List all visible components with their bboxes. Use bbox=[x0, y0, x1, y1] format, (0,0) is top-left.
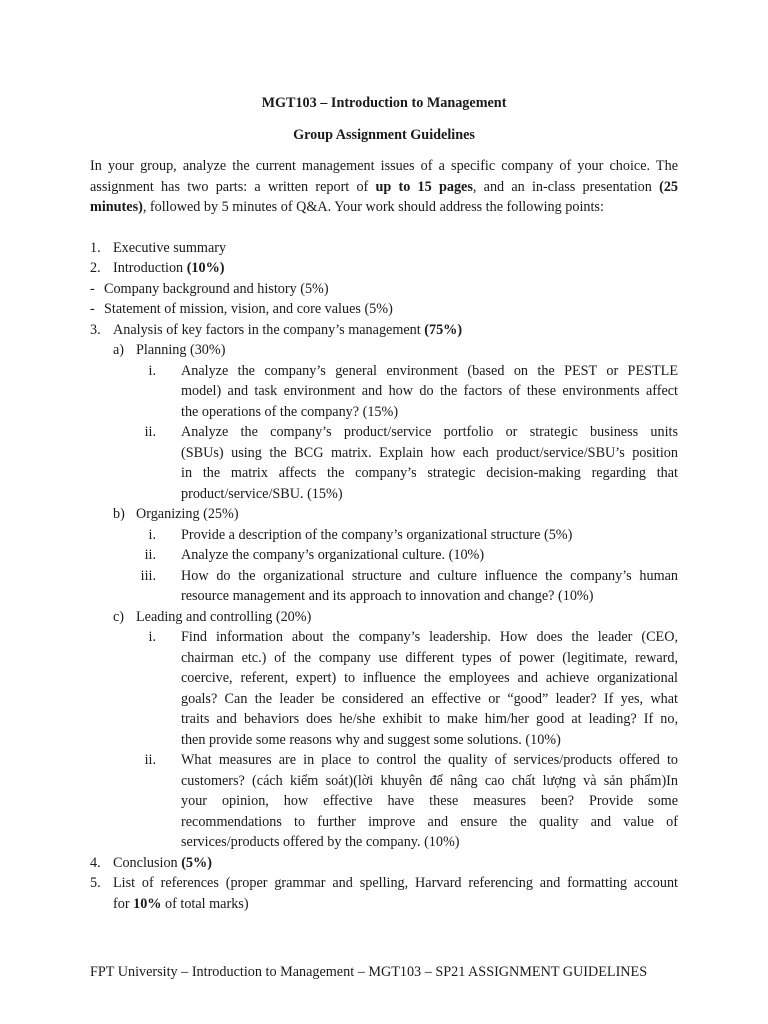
item-1-marker: 1. bbox=[90, 240, 101, 256]
document-subtitle: Group Assignment Guidelines bbox=[293, 127, 475, 143]
sub-a-i-line-1: Analyze the company’s general environment (based on the PEST or PESTLE bbox=[181, 363, 678, 379]
sub-b-iii-marker: iii. bbox=[140, 568, 156, 584]
item-3-marker: 3. bbox=[90, 322, 101, 338]
sub-a-ii-marker: ii. bbox=[144, 424, 156, 440]
intro-line-3: minutes), followed by 5 minutes of Q&A. Your work should address the following points: bbox=[90, 199, 604, 215]
sub-a-ii-line-3: in the matrix affects the company’s strategic decision-making regarding that bbox=[181, 465, 678, 481]
sub-b-i-marker: i. bbox=[148, 527, 156, 543]
dash-2-marker: - bbox=[90, 301, 95, 317]
item-4-marker: 4. bbox=[90, 855, 101, 871]
sub-a-i-line-3: the operations of the company? (15%) bbox=[181, 404, 399, 420]
dash-1-marker: - bbox=[90, 281, 95, 297]
item-5-line-2: for 10% of total marks) bbox=[113, 896, 249, 912]
sub-b-marker: b) bbox=[113, 506, 125, 522]
document-title: MGT103 – Introduction to Management bbox=[261, 95, 507, 111]
sub-c-ii-line-3: your opinion, how effective have these measures been? Provide some bbox=[181, 793, 678, 809]
sub-a-i-marker: i. bbox=[148, 363, 156, 379]
item-5-line-1: List of references (proper grammar and spelling, Harvard referencing and formatting account bbox=[113, 875, 678, 891]
sub-a-i-line-2: model) and task environment and how do the factors of these environments affect bbox=[181, 383, 678, 399]
sub-c-ii-line-4: recommendations to further improve and ensure the quality and value of bbox=[181, 814, 678, 830]
sub-c-i-line-3: coercive, referent, expert) to influence the employees and achieve organizational bbox=[181, 670, 678, 686]
intro-line-2: assignment has two parts: a written report of up to 15 pages, and an in-class presentation (25 bbox=[90, 179, 679, 195]
sub-c-i-line-5: traits and behaviors does he/she exhibit to make him/her good at leading? If no, bbox=[181, 711, 678, 727]
sub-c-i-line-6: then provide some reasons why and suggest some solutions. (10%) bbox=[181, 732, 561, 748]
sub-a-text: Planning (30%) bbox=[136, 342, 226, 358]
sub-b-ii-line-1: Analyze the company’s organizational culture. (10%) bbox=[181, 547, 485, 563]
sub-c-i-line-1: Find information about the company’s leadership. How does the leader (CEO, bbox=[181, 629, 678, 645]
sub-b-text: Organizing (25%) bbox=[136, 506, 239, 522]
sub-c-ii-line-5: services/products offered by the company. (10%) bbox=[181, 834, 460, 850]
intro-line-1: In your group, analyze the current management issues of a specific company of your choice. The bbox=[90, 158, 678, 174]
sub-c-marker: c) bbox=[113, 609, 125, 625]
item-2-marker: 2. bbox=[90, 260, 101, 276]
dash-2-text: Statement of mission, vision, and core values (5%) bbox=[104, 301, 393, 317]
item-3-text: Analysis of key factors in the company’s management (75%) bbox=[113, 322, 463, 338]
item-5-marker: 5. bbox=[90, 875, 101, 891]
sub-b-iii-line-2: resource management and its approach to innovation and change? (10%) bbox=[181, 588, 594, 604]
page-footer: FPT University – Introduction to Management – MGT103 – SP21 ASSIGNMENT GUIDELINES bbox=[90, 964, 648, 980]
sub-a-ii-line-2: (SBUs) using the BCG matrix. Explain how each product/service/SBU’s position bbox=[181, 445, 678, 461]
item-2-text: Introduction (10%) bbox=[113, 260, 225, 276]
item-4-text: Conclusion (5%) bbox=[113, 855, 212, 871]
sub-a-ii-line-4: product/service/SBU. (15%) bbox=[181, 486, 343, 502]
sub-c-ii-line-1: What measures are in place to control the quality of services/products offered to bbox=[181, 752, 678, 768]
item-1-text: Executive summary bbox=[113, 240, 227, 256]
sub-b-ii-marker: ii. bbox=[144, 547, 156, 563]
sub-c-i-line-2: chairman etc.) of the company use different types of power (legitimate, reward, bbox=[181, 650, 678, 666]
sub-c-ii-line-2: customers? (cách kiểm soát)(lời khuyên để nâng cao chất lượng và sản phẩm)In bbox=[181, 773, 678, 789]
sub-c-text: Leading and controlling (20%) bbox=[136, 609, 312, 625]
sub-c-ii-marker: ii. bbox=[144, 752, 156, 768]
sub-c-i-marker: i. bbox=[148, 629, 156, 645]
sub-b-iii-line-1: How do the organizational structure and culture influence the company’s human bbox=[181, 568, 678, 584]
sub-b-i-line-1: Provide a description of the company’s organizational structure (5%) bbox=[181, 527, 573, 543]
sub-a-ii-line-1: Analyze the company’s product/service portfolio or strategic business units bbox=[181, 424, 678, 440]
sub-a-marker: a) bbox=[113, 342, 125, 358]
sub-c-i-line-4: goals? Can the leader be considered an effective or “good” leader? If yes, what bbox=[181, 691, 678, 707]
dash-1-text: Company background and history (5%) bbox=[104, 281, 329, 297]
